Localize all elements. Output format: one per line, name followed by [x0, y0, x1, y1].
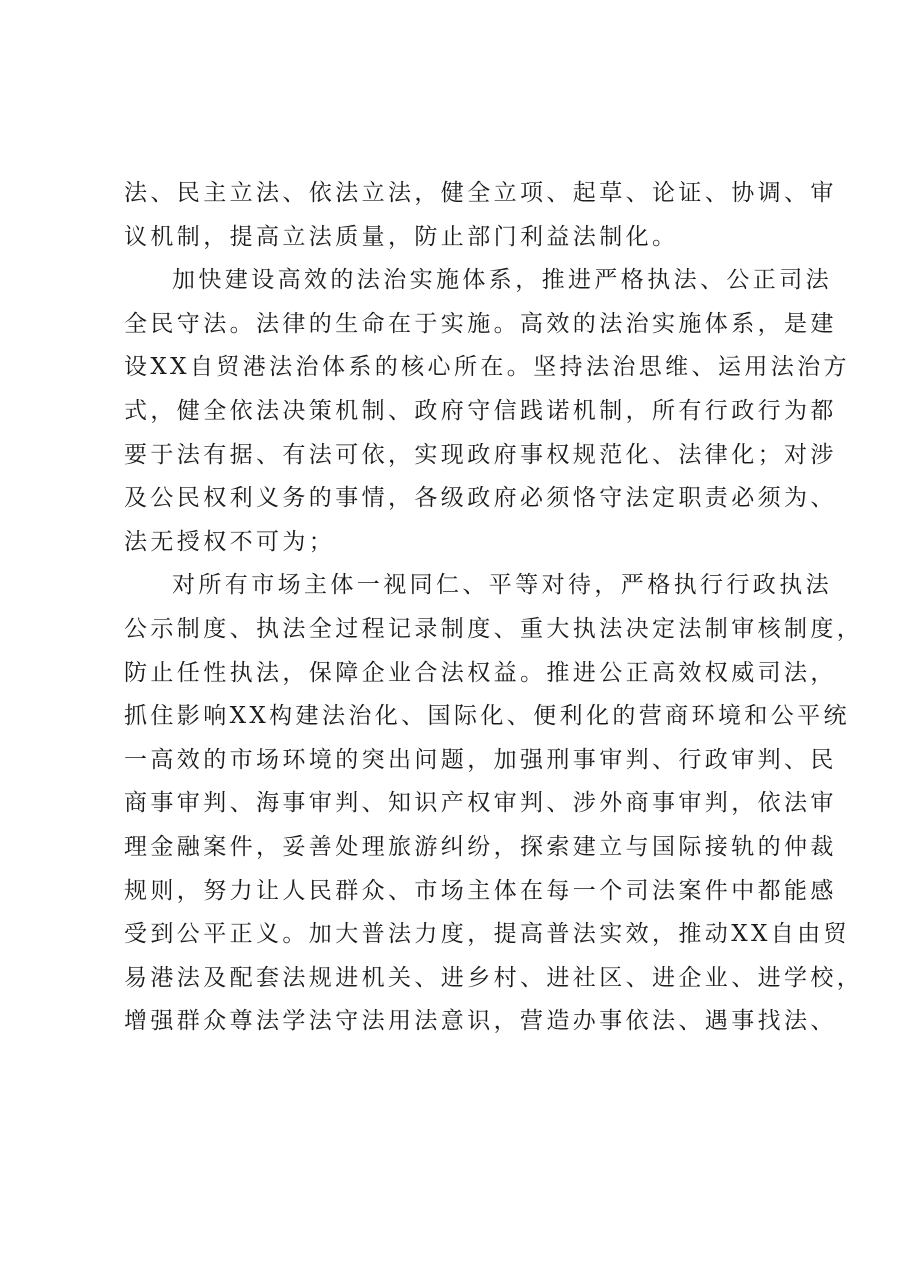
text-line: 法无授权不可为；	[124, 528, 336, 555]
text-line: 对所有市场主体一视同仁、平等对待，严格执行行政执法	[172, 572, 832, 599]
paragraph-3	[124, 564, 864, 1044]
text-line: 设XX自贸港法治体系的核心所在。坚持法治思维、运用法治方	[124, 354, 850, 381]
text-line: 要于法有据、有法可依，实现政府事权规范化、法律化；对涉	[124, 441, 837, 468]
text-line: 法、民主立法、依法立法，健全立项、起草、论证、协调、审	[124, 180, 837, 206]
text-line: 增强群众尊法学法守法用法意识，营造办事依法、遇事找法、	[124, 1008, 837, 1035]
text-line: 防止任性执法，保障企业合法权益。推进公正高效权威司法，	[124, 659, 837, 686]
text-line: 全民守法。法律的生命在于实施。高效的法治实施体系，是建	[124, 310, 837, 337]
paragraph-2	[124, 259, 850, 564]
text-line: 商事审判、海事审判、知识产权审判、涉外商事审判，依法审	[124, 790, 837, 817]
paragraph-1	[124, 172, 837, 259]
text-line: 规则，努力让人民群众、市场主体在每一个司法案件中都能感	[124, 877, 837, 904]
text-line: 受到公平正义。加大普法力度，提高普法实效，推动XX自由贸	[124, 921, 850, 948]
text-line: 加快建设高效的法治实施体系，推进严格执法、公正司法	[172, 267, 832, 294]
text-line: 一高效的市场环境的突出问题，加强刑事审判、行政审判、民	[124, 746, 837, 773]
text-line: 理金融案件，妥善处理旅游纠纷，探索建立与国际接轨的仲裁	[124, 833, 837, 860]
text-line: 易港法及配套法规进机关、进乡村、进社区、进企业、进学校，	[124, 964, 864, 991]
text-line: 议机制，提高立法质量，防止部门利益法制化。	[124, 223, 679, 250]
text-line: 公示制度、执法全过程记录制度、重大执法决定法制审核制度，	[124, 615, 864, 642]
text-line: 及公民权利义务的事情，各级政府必须恪守法定职责必须为、	[124, 485, 837, 512]
body-text	[124, 172, 864, 1044]
text-line: 式，健全依法决策机制、政府守信践诺机制，所有行政行为都	[124, 397, 837, 424]
text-line: 抓住影响XX构建法治化、国际化、便利化的营商环境和公平统	[124, 703, 850, 730]
